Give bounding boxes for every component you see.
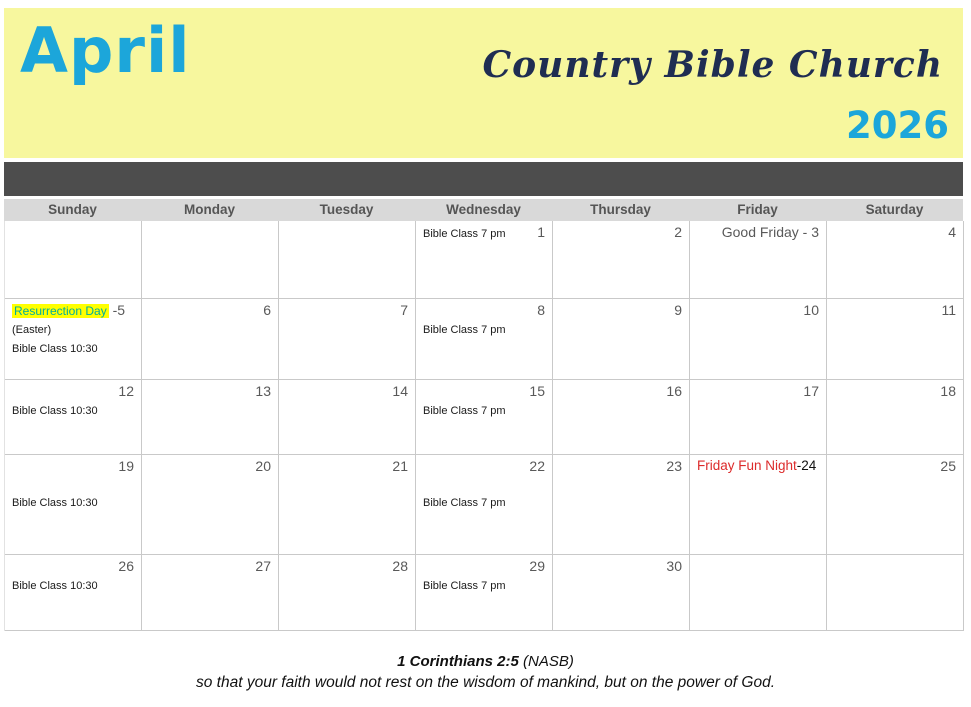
- cell-line: [827, 301, 963, 320]
- cell-line: [5, 557, 141, 576]
- event-text: Bible Class 10:30: [12, 497, 98, 509]
- cell-line: [5, 576, 141, 595]
- event-text: Bible Class 10:30: [12, 580, 98, 592]
- calendar-cell: [142, 555, 279, 631]
- event-text: Bible Class 7 pm: [423, 405, 506, 417]
- day-number: 22: [529, 458, 545, 474]
- cell-line: [416, 493, 552, 512]
- cell-line: [827, 457, 963, 476]
- weekday-header-friday: Friday: [737, 202, 778, 217]
- calendar-cell: [142, 221, 279, 299]
- day-number: 17: [803, 383, 819, 399]
- cell-line: [142, 382, 278, 401]
- day-number: 2: [674, 224, 682, 240]
- day-number: 18: [940, 383, 956, 399]
- cell-line: [416, 557, 552, 576]
- week-row-1: [5, 221, 964, 299]
- weekday-header-sunday: Sunday: [48, 202, 97, 217]
- cell-line: [5, 301, 141, 320]
- cell-line: [553, 301, 689, 320]
- cell-line: [5, 320, 141, 339]
- day-number: 28: [392, 558, 408, 574]
- cell-line: [416, 320, 552, 339]
- calendar-cell: [553, 299, 690, 380]
- verse-reference-line: [0, 651, 971, 672]
- calendar-cell: [553, 221, 690, 299]
- calendar-cell: [690, 380, 827, 455]
- cell-line: [279, 382, 415, 401]
- calendar-cell: [142, 380, 279, 455]
- calendar-cell: [279, 221, 416, 299]
- verse-footer: [0, 651, 971, 694]
- cell-line: [416, 401, 552, 420]
- cell-line: [690, 301, 826, 320]
- cell-line: [416, 382, 552, 401]
- cell-spacer: [416, 476, 552, 493]
- cell-line: [5, 339, 141, 358]
- cell-line: [416, 223, 552, 243]
- weekday-header-saturday: Saturday: [865, 202, 924, 217]
- day-number: 15: [529, 383, 545, 399]
- day-number: 7: [400, 302, 408, 318]
- cell-line: [690, 457, 826, 475]
- calendar-cell: [827, 455, 964, 555]
- calendar-cell: [142, 299, 279, 380]
- cell-line: [553, 557, 689, 576]
- calendar-cell: [827, 555, 964, 631]
- calendar-cell: [416, 299, 553, 380]
- calendar-cell: [553, 555, 690, 631]
- cell-line: [5, 382, 141, 401]
- cell-line: [827, 382, 963, 401]
- cell-line: [279, 301, 415, 320]
- calendar-cell: [279, 555, 416, 631]
- calendar-cell: [5, 455, 142, 555]
- event-text: Bible Class 7 pm: [423, 228, 506, 240]
- calendar-cell: [142, 455, 279, 555]
- cell-line: [553, 457, 689, 476]
- week-row-5: [5, 555, 964, 631]
- event-red: Friday Fun Night: [697, 458, 797, 473]
- calendar-grid: [4, 221, 964, 631]
- day-number: 26: [118, 558, 134, 574]
- day-number: 29: [529, 558, 545, 574]
- cell-line: [553, 223, 689, 242]
- day-number: 27: [255, 558, 271, 574]
- calendar-cell: [553, 455, 690, 555]
- cell-line: [690, 223, 826, 242]
- day-number: 10: [803, 302, 819, 318]
- weekday-header-wednesday: Wednesday: [446, 202, 521, 217]
- year-title: 2026: [846, 104, 949, 147]
- church-name: Country Bible Church: [482, 44, 943, 86]
- cell-line: [5, 457, 141, 476]
- day-number: 11: [941, 302, 956, 318]
- week-row-2: [5, 299, 964, 380]
- weekday-header-row: [4, 199, 963, 221]
- event-text: (Easter): [12, 324, 52, 336]
- event-text: Bible Class 7 pm: [423, 580, 506, 592]
- event-text: Bible Class 10:30: [12, 405, 98, 417]
- calendar-cell: [416, 380, 553, 455]
- day-number: 13: [255, 383, 271, 399]
- day-number: 4: [948, 224, 956, 240]
- day-number: 1: [537, 224, 545, 240]
- day-number: 12: [118, 383, 134, 399]
- day-number: 23: [666, 458, 682, 474]
- calendar-cell: [5, 299, 142, 380]
- day-number: 25: [940, 458, 956, 474]
- cell-line: [5, 401, 141, 420]
- day-number: 21: [392, 458, 408, 474]
- cell-line: [690, 382, 826, 401]
- calendar-cell: [279, 455, 416, 555]
- cell-line: [416, 457, 552, 476]
- calendar-cell: [690, 455, 827, 555]
- calendar-cell: [5, 380, 142, 455]
- weekday-header-tuesday: Tuesday: [319, 202, 374, 217]
- day-number: 9: [674, 302, 682, 318]
- calendar-cell: [690, 221, 827, 299]
- calendar-cell: [827, 380, 964, 455]
- calendar-cell: [827, 221, 964, 299]
- holiday-label: Good Friday - 3: [721, 224, 819, 240]
- calendar-cell: [416, 555, 553, 631]
- cell-line: [5, 493, 141, 512]
- calendar-cell: [827, 299, 964, 380]
- calendar-cell: [279, 380, 416, 455]
- calendar-cell: [690, 299, 827, 380]
- day-number: 20: [255, 458, 271, 474]
- event-text: Bible Class 7 pm: [423, 324, 506, 336]
- week-row-3: [5, 380, 964, 455]
- cell-line: [279, 457, 415, 476]
- day-number: 30: [666, 558, 682, 574]
- calendar-cell: [416, 455, 553, 555]
- day-number: -24: [796, 458, 817, 473]
- verse-version: (NASB): [518, 653, 574, 670]
- calendar-cell: [5, 221, 142, 299]
- cell-line: [827, 223, 963, 242]
- calendar-cell: [416, 221, 553, 299]
- event-text: Bible Class 10:30: [12, 343, 98, 355]
- verse-text: so that your faith would not rest on the wisdom of mankind, but on the power of God.: [196, 674, 775, 691]
- day-number: -5: [108, 302, 126, 318]
- calendar-cell: [690, 555, 827, 631]
- month-title: April: [20, 14, 191, 87]
- week-row-4: [5, 455, 964, 555]
- calendar-cell: [279, 299, 416, 380]
- cell-line: [142, 301, 278, 320]
- dark-divider-bar: [4, 162, 963, 196]
- cell-line: [553, 382, 689, 401]
- day-number: 14: [392, 383, 408, 399]
- day-number: 16: [666, 383, 682, 399]
- day-number: 6: [263, 302, 271, 318]
- cell-line: [416, 576, 552, 595]
- event-text: Bible Class 7 pm: [423, 497, 506, 509]
- day-number: 8: [537, 302, 545, 318]
- holiday-highlight: Resurrection Day: [14, 304, 107, 318]
- calendar-cell: [5, 555, 142, 631]
- day-number: 19: [118, 458, 134, 474]
- cell-line: [279, 557, 415, 576]
- verse-reference: 1 Corinthians 2:5: [397, 653, 519, 670]
- cell-line: [416, 301, 552, 320]
- weekday-header-thursday: Thursday: [590, 202, 651, 217]
- weekday-header-monday: Monday: [183, 202, 235, 217]
- cell-spacer: [5, 476, 141, 493]
- calendar-cell: [553, 380, 690, 455]
- cell-line: [142, 457, 278, 476]
- cell-line: [142, 557, 278, 576]
- banner: [4, 8, 963, 158]
